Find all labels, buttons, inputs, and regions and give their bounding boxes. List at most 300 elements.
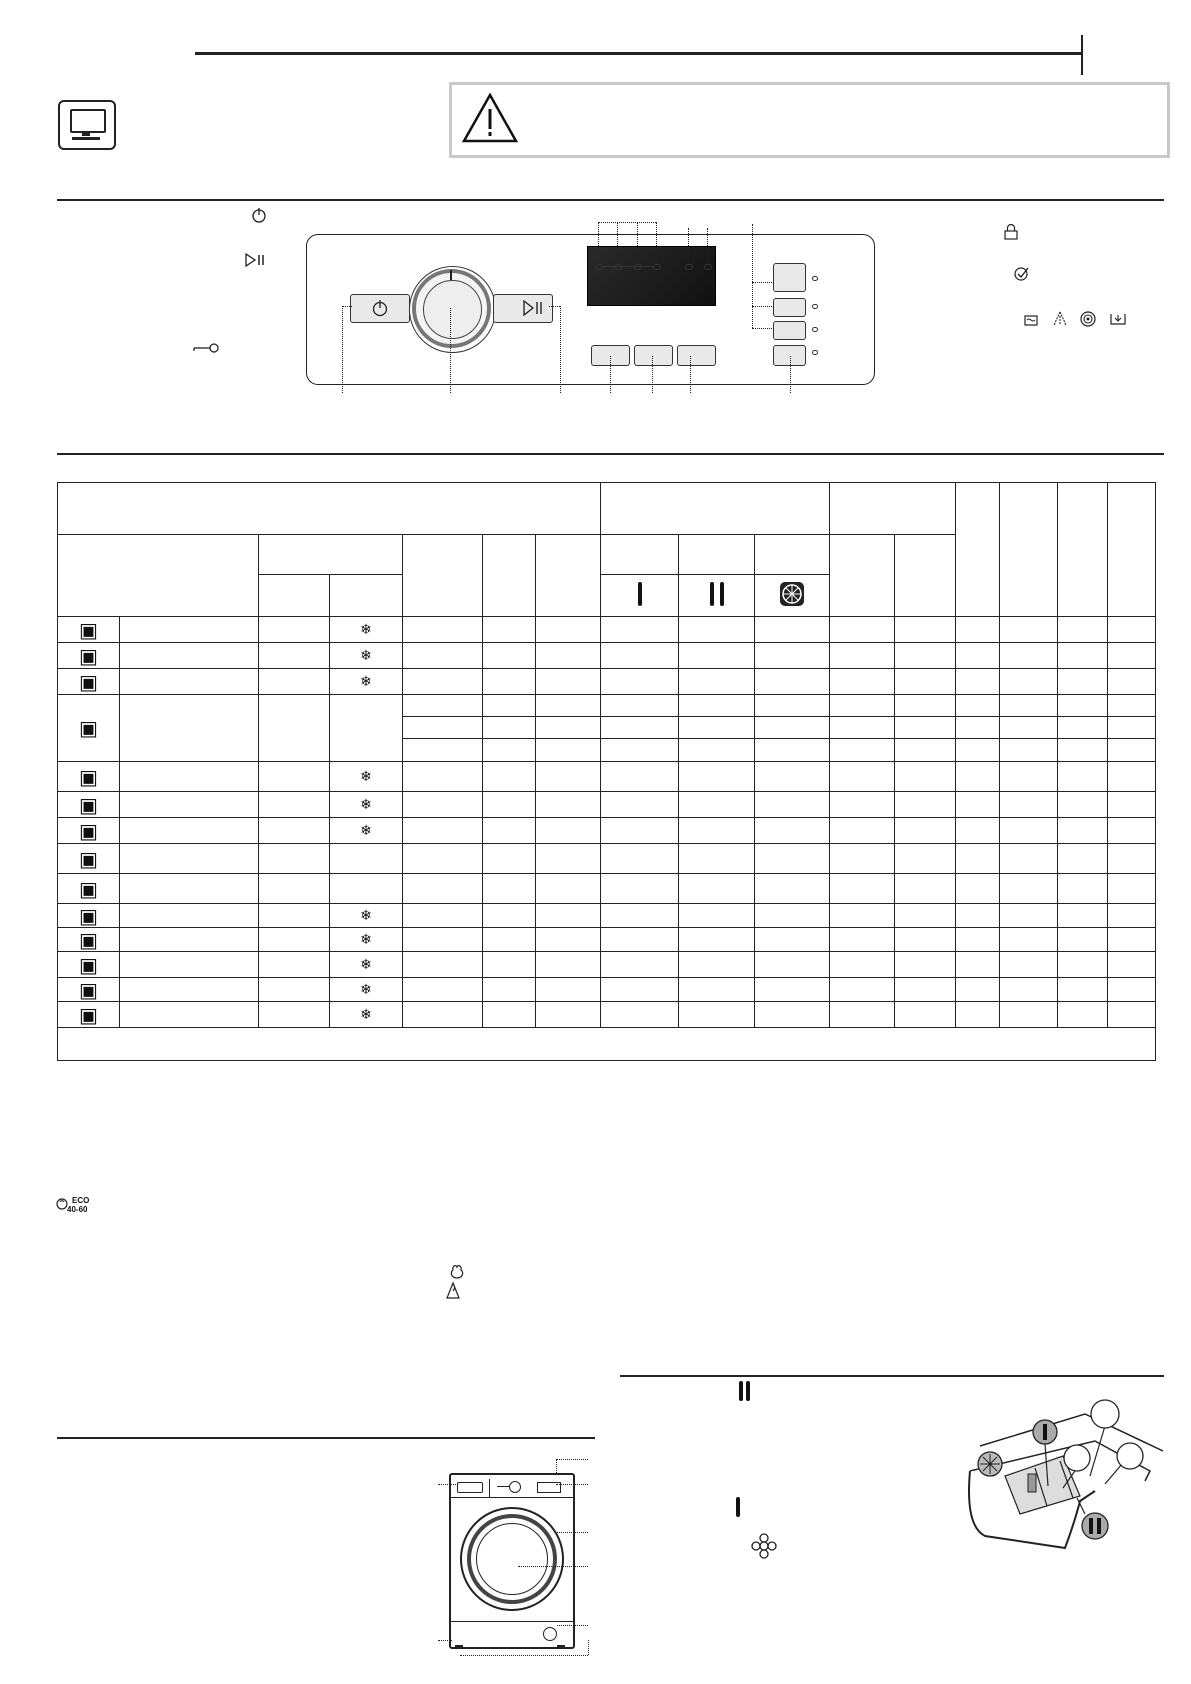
table-cell <box>601 792 679 818</box>
programme-row <box>58 669 1156 695</box>
table-header-max-load <box>403 535 483 617</box>
table-cell <box>601 952 679 978</box>
table-header-col-16 <box>1108 483 1156 617</box>
table-cell <box>601 717 679 739</box>
table-cell <box>483 844 536 874</box>
spin-icon <box>1079 310 1097 328</box>
table-cell <box>1108 762 1156 792</box>
temp-range-cell <box>330 643 403 669</box>
programme-icon-cell <box>58 874 120 904</box>
programme-name-cell <box>120 952 259 978</box>
snowflake-icon: ❄ <box>360 621 372 638</box>
table-cell <box>536 844 601 874</box>
compartment-II-marker <box>739 1381 750 1406</box>
table-cell <box>601 874 679 904</box>
washer-callout-drawer <box>438 1484 458 1485</box>
table-cell <box>601 904 679 928</box>
temp-range-cell <box>330 617 403 643</box>
programme-name-cell <box>120 928 259 952</box>
quick-icon: ▣ <box>79 903 98 928</box>
table-cell <box>483 669 536 695</box>
table-cell <box>679 739 755 762</box>
callout-led-top <box>598 222 656 223</box>
softener-icon <box>779 581 805 607</box>
programme-row <box>58 1002 1156 1028</box>
table-cell <box>755 978 830 1002</box>
eco-cotton-icon <box>448 1262 466 1280</box>
softener-marker-icon <box>751 1533 777 1559</box>
callout-fn1 <box>610 356 611 393</box>
table-cell <box>536 669 601 695</box>
programme-row <box>58 904 1156 928</box>
table-cell <box>601 762 679 792</box>
table-cell <box>1108 717 1156 739</box>
table-cell <box>1058 978 1108 1002</box>
temp-default-cell <box>259 792 330 818</box>
temp-default-cell <box>259 928 330 952</box>
table-cell <box>601 818 679 844</box>
delicates-icon: ▣ <box>79 977 98 1002</box>
table-cell <box>679 669 755 695</box>
key-icon <box>193 342 221 354</box>
table-cell <box>956 643 1000 669</box>
table-cell <box>956 928 1000 952</box>
option-button-3[interactable] <box>773 321 806 340</box>
temp-range-cell <box>330 695 403 762</box>
washer-callout-feet-v <box>588 1640 589 1655</box>
table-cell <box>679 792 755 818</box>
option-led-4 <box>812 350 818 355</box>
programme-row <box>58 978 1156 1002</box>
table-cell <box>1108 1002 1156 1028</box>
table-cell <box>1000 978 1058 1002</box>
temp-default-cell <box>259 1002 330 1028</box>
lock-icon <box>1004 224 1018 240</box>
table-cell <box>956 695 1000 717</box>
table-header-programme <box>58 535 259 617</box>
snowflake-icon: ❄ <box>360 647 372 664</box>
warning-box <box>449 82 1170 158</box>
callout-options <box>752 224 753 328</box>
section-rule-control-panel <box>57 199 1164 201</box>
table-cell <box>679 818 755 844</box>
shirt-icon: ▣ <box>79 643 98 668</box>
temp-range-cell <box>330 874 403 904</box>
table-cell <box>536 904 601 928</box>
table-cell <box>536 818 601 844</box>
table-cell <box>536 978 601 1002</box>
table-cell <box>601 669 679 695</box>
start-pause-icon <box>522 300 548 316</box>
washer-callout-top-v <box>556 1459 557 1473</box>
table-header-compartment-softener-top <box>755 535 830 575</box>
table-cell <box>1058 617 1108 643</box>
table-cell <box>483 978 536 1002</box>
washer-callout-display <box>556 1484 588 1485</box>
temp-default-cell <box>259 762 330 792</box>
table-cell <box>830 643 895 669</box>
programme-row <box>58 643 1156 669</box>
washer-callout-filter <box>557 1625 588 1626</box>
table-cell <box>755 1002 830 1028</box>
table-cell <box>1108 643 1156 669</box>
washer-callout-foot <box>438 1640 452 1641</box>
washing-machine-illustration <box>449 1473 575 1649</box>
programme-name-cell <box>120 874 259 904</box>
table-header-spin-2 <box>895 535 956 617</box>
table-cell <box>895 904 956 928</box>
table-header-col-6 <box>483 535 536 617</box>
programme-name-cell <box>120 978 259 1002</box>
table-footnote <box>58 1028 1156 1061</box>
table-cell <box>403 643 483 669</box>
table-cell <box>1108 844 1156 874</box>
table-cell <box>755 952 830 978</box>
table-cell <box>483 928 536 952</box>
washer-callout-door <box>555 1532 588 1533</box>
programme-row <box>58 762 1156 792</box>
option-button-2[interactable] <box>773 298 806 317</box>
table-cell <box>403 928 483 952</box>
temp-default-cell <box>259 818 330 844</box>
table-cell <box>1000 762 1058 792</box>
table-cell <box>1000 818 1058 844</box>
programme-icon-cell <box>58 904 120 928</box>
start-pause-icon <box>244 253 266 267</box>
power-button[interactable] <box>350 294 410 323</box>
table-cell <box>679 874 755 904</box>
compartment-II-icon-a <box>710 582 714 606</box>
table-cell <box>895 874 956 904</box>
table-cell <box>895 844 956 874</box>
table-cell <box>601 617 679 643</box>
callout-dial <box>450 308 451 393</box>
rinse-spin-icon: ▣ <box>79 846 98 871</box>
table-cell <box>403 1002 483 1028</box>
table-cell <box>536 874 601 904</box>
compartment-I-icon <box>638 582 642 606</box>
programme-row <box>58 695 1156 717</box>
callout-start <box>560 306 561 393</box>
table-cell <box>1108 818 1156 844</box>
table-cell <box>536 643 601 669</box>
table-cell <box>956 844 1000 874</box>
table-cell <box>536 952 601 978</box>
programme-name-cell <box>120 617 259 643</box>
table-header-spin <box>830 483 956 535</box>
table-cell <box>755 874 830 904</box>
table-cell <box>403 904 483 928</box>
drain-icon <box>1109 311 1127 327</box>
temp-default-cell <box>259 695 330 762</box>
digital-display <box>587 246 716 306</box>
option-button-1[interactable] <box>773 263 806 292</box>
table-cell <box>895 717 956 739</box>
table-cell <box>895 818 956 844</box>
option-led-2 <box>812 304 818 309</box>
table-cell <box>403 792 483 818</box>
temp-default-cell <box>259 904 330 928</box>
programme-icon-cell <box>58 669 120 695</box>
table-cell <box>1058 669 1108 695</box>
table-cell <box>483 874 536 904</box>
programme-name-cell <box>120 904 259 928</box>
table-cell <box>601 1002 679 1028</box>
programme-dial[interactable] <box>423 280 482 339</box>
table-cell <box>601 978 679 1002</box>
table-cell <box>1000 844 1058 874</box>
table-header-temperature <box>259 535 403 575</box>
table-cell <box>679 762 755 792</box>
table-cell <box>1000 669 1058 695</box>
programme-icon-cell <box>58 844 120 874</box>
compartment-II-icon-b <box>720 582 724 606</box>
table-cell <box>956 669 1000 695</box>
header-rule-tick <box>1081 35 1083 75</box>
eco-cotton-icon: ▣ <box>79 669 98 694</box>
table-header-compartment-softener <box>755 575 830 617</box>
washer-foot-right <box>557 1645 565 1649</box>
table-header-compartment-I-top <box>601 535 679 575</box>
programme-name-cell <box>120 643 259 669</box>
table-cell <box>830 1002 895 1028</box>
table-cell <box>956 762 1000 792</box>
table-cell <box>483 1002 536 1028</box>
table-cell <box>1000 695 1058 717</box>
table-cell <box>755 717 830 739</box>
table-cell <box>895 617 956 643</box>
snowflake-icon: ❄ <box>360 981 372 998</box>
table-header-temp-range <box>330 575 403 617</box>
option-led-1 <box>812 276 818 281</box>
callout-led2 <box>617 222 618 264</box>
washer-foot-left <box>455 1645 463 1649</box>
table-header-temp-default <box>259 575 330 617</box>
temp-range-cell <box>330 844 403 874</box>
table-cell <box>1000 643 1058 669</box>
table-cell <box>483 739 536 762</box>
start-pause-button[interactable] <box>493 294 553 323</box>
temp-default-cell <box>259 874 330 904</box>
callout-power <box>342 306 343 393</box>
table-cell <box>755 669 830 695</box>
compartment-I-marker <box>736 1497 740 1522</box>
table-header-compartment-I <box>601 575 679 617</box>
callout-led5 <box>688 228 689 264</box>
warning-triangle-icon <box>460 91 520 145</box>
table-cell <box>679 695 755 717</box>
table-cell <box>403 695 483 717</box>
programme-icon-cell <box>58 928 120 952</box>
sport-icon: ▣ <box>79 927 98 952</box>
table-cell <box>403 818 483 844</box>
temp-range-cell <box>330 1002 403 1028</box>
table-cell <box>679 844 755 874</box>
table-cell <box>755 818 830 844</box>
table-cell <box>1058 762 1108 792</box>
table-cell <box>956 717 1000 739</box>
table-cell <box>830 818 895 844</box>
power-icon <box>251 207 267 223</box>
temp-range-cell <box>330 792 403 818</box>
table-cell <box>403 844 483 874</box>
table-cell <box>483 818 536 844</box>
table-cell <box>1000 904 1058 928</box>
table-cell <box>1058 928 1108 952</box>
callout-led4 <box>656 222 657 264</box>
function-button-2[interactable] <box>634 345 673 366</box>
programme-icon-cell <box>58 978 120 1002</box>
table-cell <box>601 928 679 952</box>
table-cell <box>483 952 536 978</box>
table-cell <box>536 792 601 818</box>
temp-range-cell <box>330 952 403 978</box>
mixed-icon: ▣ <box>79 792 98 817</box>
washer-callout-top <box>556 1459 588 1460</box>
table-cell <box>830 928 895 952</box>
table-cell <box>1108 617 1156 643</box>
table-cell <box>1108 739 1156 762</box>
table-cell <box>895 762 956 792</box>
table-cell <box>830 717 895 739</box>
programme-row <box>58 844 1156 874</box>
table-cell <box>830 695 895 717</box>
indicator-led-5 <box>685 264 693 270</box>
table-cell <box>1058 695 1108 717</box>
table-cell <box>956 952 1000 978</box>
table-cell <box>895 952 956 978</box>
temp-default-cell <box>259 978 330 1002</box>
temp-range-cell <box>330 669 403 695</box>
programme-name-cell <box>120 792 259 818</box>
table-cell <box>1000 739 1058 762</box>
table-cell <box>536 928 601 952</box>
temp-default-cell <box>259 952 330 978</box>
washer-callout-feet <box>460 1655 588 1656</box>
table-cell <box>679 643 755 669</box>
indicator-led-1 <box>595 264 603 270</box>
temp-default-cell <box>259 617 330 643</box>
table-cell <box>1108 792 1156 818</box>
programme-name-cell <box>120 1002 259 1028</box>
section-rule-product <box>57 1437 595 1439</box>
table-cell <box>601 643 679 669</box>
function-button-3[interactable] <box>677 345 716 366</box>
snowflake-icon: ❄ <box>360 796 372 813</box>
table-cell <box>1058 952 1108 978</box>
table-cell <box>956 1002 1000 1028</box>
section-rule-detergent <box>620 1375 1164 1377</box>
table-cell <box>830 762 895 792</box>
table-header-programmes <box>58 483 601 535</box>
table-cell <box>483 792 536 818</box>
table-cell <box>1058 1002 1108 1028</box>
table-cell <box>679 928 755 952</box>
programme-icon-cell <box>58 643 120 669</box>
callout-power-h <box>342 306 352 307</box>
programme-name-cell <box>120 669 259 695</box>
table-cell <box>830 874 895 904</box>
callout-opt4 <box>790 356 791 393</box>
table-cell <box>895 739 956 762</box>
table-cell <box>1058 717 1108 739</box>
programme-icon-cell <box>58 695 120 762</box>
table-cell <box>483 904 536 928</box>
callout-start-h <box>549 306 560 307</box>
programme-table <box>57 482 1156 1061</box>
programme-row <box>58 952 1156 978</box>
table-cell <box>895 643 956 669</box>
dial-indicator <box>450 270 452 280</box>
table-cell <box>403 739 483 762</box>
snowflake-icon: ❄ <box>360 931 372 948</box>
table-cell <box>1108 904 1156 928</box>
soak-icon <box>1023 311 1039 327</box>
table-cell <box>1108 695 1156 717</box>
table-cell <box>1000 1002 1058 1028</box>
table-cell <box>895 978 956 1002</box>
table-cell <box>679 904 755 928</box>
table-cell <box>956 978 1000 1002</box>
table-cell <box>536 617 601 643</box>
table-cell <box>895 1002 956 1028</box>
callout-opt3 <box>752 328 774 329</box>
snowflake-icon: ❄ <box>360 907 372 924</box>
rinse-icon <box>1052 311 1068 327</box>
table-cell <box>601 695 679 717</box>
table-cell <box>1058 643 1108 669</box>
table-cell <box>830 904 895 928</box>
temp-range-cell <box>330 762 403 792</box>
table-cell <box>755 844 830 874</box>
check-icon <box>1013 266 1031 282</box>
table-cell <box>536 762 601 792</box>
silk-icon: ▣ <box>79 1002 98 1027</box>
callout-fn2 <box>652 356 653 393</box>
washer-callout-drum <box>518 1566 588 1567</box>
table-cell <box>755 904 830 928</box>
table-cell <box>1108 978 1156 1002</box>
snowflake-icon: ❄ <box>360 822 372 839</box>
table-header-compartment-II-top <box>679 535 755 575</box>
table-header-detergent <box>601 483 830 535</box>
callout-led6 <box>707 228 708 264</box>
table-cell <box>830 669 895 695</box>
table-cell <box>679 978 755 1002</box>
detergent-drawer-illustration <box>965 1396 1165 1571</box>
temp-range-cell <box>330 978 403 1002</box>
callout-led1 <box>598 222 599 264</box>
table-cell <box>483 643 536 669</box>
table-cell <box>830 792 895 818</box>
table-cell <box>679 717 755 739</box>
snowflake-icon: ❄ <box>360 673 372 690</box>
programme-name-cell <box>120 844 259 874</box>
table-cell <box>755 762 830 792</box>
table-cell <box>895 792 956 818</box>
table-cell <box>830 952 895 978</box>
programme-row <box>58 928 1156 952</box>
table-cell <box>956 792 1000 818</box>
header-rule <box>195 52 1081 55</box>
table-cell <box>895 928 956 952</box>
table-header-col-15 <box>1058 483 1108 617</box>
power-icon <box>371 299 389 317</box>
led-connector <box>603 266 653 267</box>
table-cell <box>1108 952 1156 978</box>
table-cell <box>755 643 830 669</box>
callout-opt2 <box>752 306 774 307</box>
